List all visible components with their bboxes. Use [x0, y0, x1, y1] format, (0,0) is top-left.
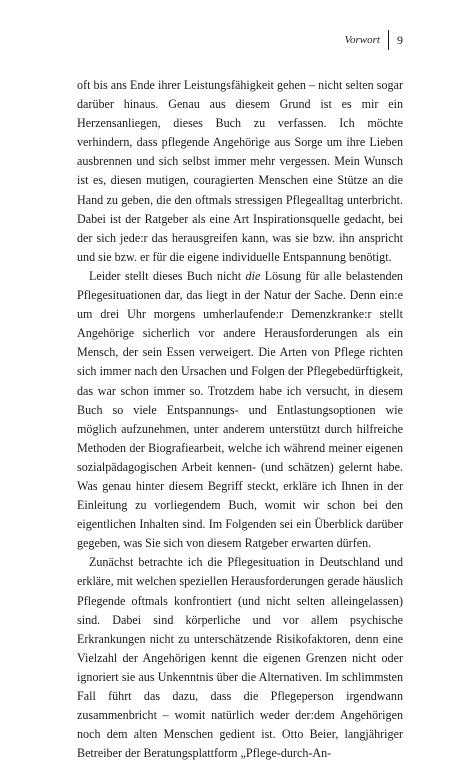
paragraph-text: Zunächst betrachte ich die Pflegesituation in Deutschland und erkläre, mit welchen speziellen Herausforderungen gerade häuslich Pflegende oftmals konfrontiert (und nicht selten alleingelassen) sind. Dabei sind körperliche und vor allem psychische Erkrankungen nicht zu unterschätzende Risikofaktoren, denn eine Vielzahl der Angehörigen kennt die eigenen Grenzen nicht oder ignoriert sie aus Unkenntnis über die Alternativen. Im schlimmsten Fall führt das dazu, dass die Pflegeperson irgendwann zusammenbricht – womit natürlich weder der:dem Angehörigen noch dem alten Menschen gedient ist. Otto Beier, langjähriger Betreiber der Beratungsplattform „Pflege-durch-An-: [77, 555, 403, 761]
emphasized-word: die: [245, 268, 261, 283]
paragraph-text: Lösung für alle belastenden Pflegesituationen dar, das liegt in der Natur der Sache. Denn ein:e um drei Uhr morgens umherlaufende:r Demenzkranke:r stellt Angehörige sicherlich vor andere Herausforderungen als ein Mensch, der sein Essen verweigert. Die Arten von Pflege richten sich immer nach den Ursachen und Folgen der Pflegebedürftigkeit, das war schon immer so. Trotzdem habe ich versucht, in diesem Buch so viele Entspannungs- und Entlastungsoptionen wie möglich aufzunehmen, unter anderem unterstützt durch hilfreiche Methoden der Biografiearbeit, welche ich während meiner eigenen sozialpädagogischen Arbeit kennen- (und schätzen) gelernt habe. Was genau hinter diesem Begriff steckt, erkläre ich Ihnen in der Einleitung zu vorliegendem Buch, womit wir schon bei den eigentlichen Inhalten sind. Im Folgenden sei ein Überblick darüber gegeben, was Sie sich von diesem Ratgeber erwarten dürfen.: [77, 268, 403, 551]
paragraph: [77, 553, 403, 763]
running-header: [345, 30, 403, 50]
body-text: [77, 76, 403, 763]
paragraph: [77, 267, 403, 553]
paragraph-continuation: [77, 76, 403, 267]
section-title: Vorwort: [344, 34, 380, 46]
page-number: 9: [397, 33, 403, 47]
paragraph-text: Leider stellt dieses Buch nicht: [89, 268, 246, 283]
paragraph-text: oft bis ans Ende ihrer Leistungsfähigkeit gehen – nicht selten sogar darüber hinaus. Genau aus diesem Grund ist es mir ein Herzensanliegen, dieses Buch zu verfassen. Ich möchte verhindern, dass pflegende Angehörige aus Sorge um ihre Lieben ausbrennen und sich selbst immer mehr vergessen. Mein Wunsch ist es, diesen mutigen, couragierten Menschen eine Stütze an die Hand zu geben, die den oftmals stressigen Pflegealltag unterbricht. Dabei ist der Ratgeber als eine Art Inspirationsquelle gedacht, bei der sich jede:r das herausgreifen kann, was sie bzw. ihn anspricht und sie bzw. er für die eigene individuelle Entspannung benötigt.: [77, 78, 403, 264]
